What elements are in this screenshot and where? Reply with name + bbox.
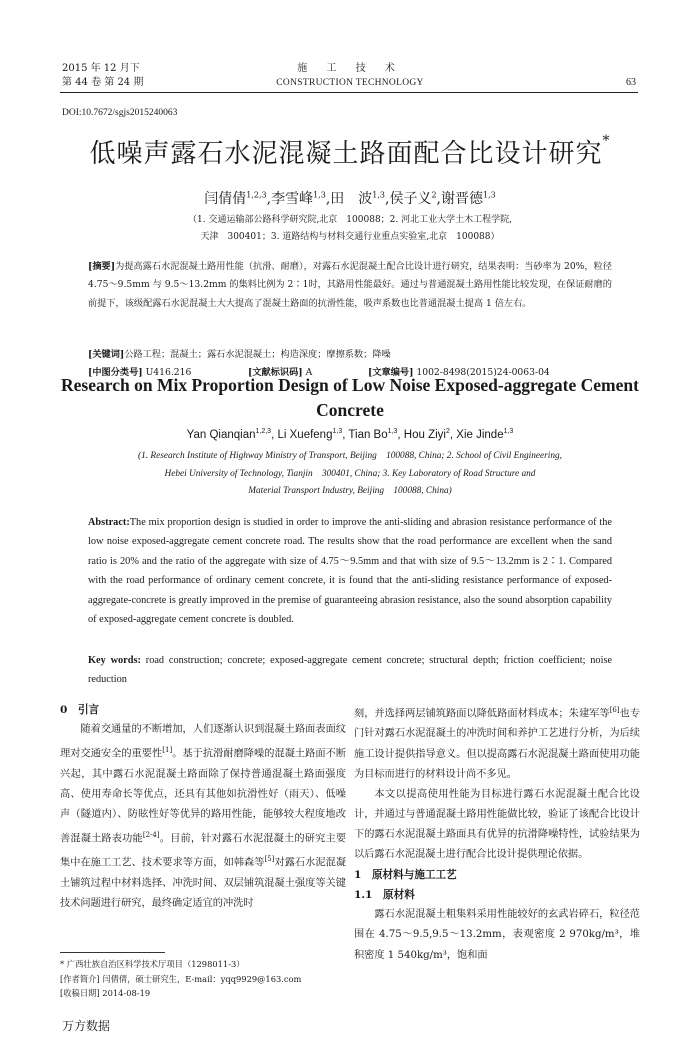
- header-issue: [62, 62, 143, 90]
- author-zh: 闫倩倩$^{1,2,3}$,: [204, 190, 272, 207]
- doi: DOI:10.7672/sgjs2015240063: [62, 108, 178, 118]
- body-paragraph: 随着交通量的不断增加，人们逐渐认识到混凝土路面表面纹理对交通安全的重要性[1]。基于抗滑耐磨降噪的混凝土路面不断兴起，其中露石水泥混凝土路面除了保持普通混凝土路面强度高、使用寿命长等优点，还具有其他如抗滑性好（雨天）、低噪声（隧道内）、防眩性好等优异的路用性能，能够较大程度地改善混凝土路表功能[2-4]。目前，针对露石水泥混凝土的研究主要集中在施工工艺、技术要求等方面，如韩森等[5]对露石水泥混凝土铺筑过程中材料选择、冲洗时间、双层铺筑混凝土强度等关键技术问题进行研究，最终确定适宜的冲洗时: [60, 724, 347, 910]
- abstract-en: [88, 513, 612, 629]
- author-en: Xie Jinde$^{1,3}$: [456, 428, 514, 441]
- abstract-zh: [88, 258, 612, 313]
- citation: [1]: [162, 746, 173, 755]
- abstract-zh-label: [摘要]: [88, 261, 116, 272]
- authors-zh: [80, 188, 620, 208]
- footnote-author: [作者简介] 闫倩倩，硕士研究生，E-mail：yqq9929@163.com: [60, 973, 302, 984]
- body-paragraph: 刻，并选择两层铺筑路面以降低路面材料成本；朱建军等[6]也专门针对露石水泥混凝土的冲洗时间和养护工艺进行分析，为后续施工设计提供指导意义。但以提高露石水泥混凝土路面使用功能为目标而进行的材料设计尚不多见。: [354, 706, 641, 780]
- keywords-en-text: road construction; concrete; exposed-aggregate cement concrete; structural depth; friction coefficient; noise reduction: [88, 655, 613, 686]
- header-journal: [250, 62, 450, 90]
- title-zh: [80, 133, 620, 170]
- citation: [5]: [264, 855, 275, 864]
- abstract-en-label: Abstract:: [88, 517, 130, 528]
- body-paragraph: 露石水泥混凝土粗集料采用性能较好的玄武岩碎石，粒径范围在 4.75～9.5,9.5～13.2mm，表观密度 2 970kg/m³，堆积密度 1 540kg/m³，饱和面: [354, 909, 640, 961]
- title-zh-mark: *: [602, 133, 611, 149]
- affiliation-line: 天津 300401；3. 道路结构与材料交通行业重点实验室,北京 100088）: [200, 232, 500, 242]
- affiliation-line: （1. 交通运输部公路科学研究院,北京 100088；2. 河北工业大学土木工程学院,: [188, 215, 512, 225]
- header-volume: 第 44 卷 第 24 期: [62, 77, 144, 88]
- affiliations-en: [80, 448, 620, 501]
- affiliation-line: Hebei University of Technology, Tianjin 300401, China; 3. Key Laboratory of Road Structure and: [164, 468, 536, 479]
- author-en: Tian Bo$^{1,3}$,: [348, 428, 401, 441]
- footer-watermark: 万方数据: [62, 1019, 111, 1033]
- footnotes: [60, 957, 350, 1001]
- affiliation-line: Material Transport Industry, Beijing 100088, China): [248, 486, 452, 496]
- body-paragraph: 本文以提高使用性能为目标进行露石水泥混凝土配合比设计，并通过与普通混凝土路用性能做比较，验证了该配合比设计下的露石水泥混凝土路面具有优异的抗滑降噪特性，试验结果为以后露石水泥混凝土进行配合比设计提供理论依据。: [354, 788, 640, 861]
- journal-name-en: CONSTRUCTION TECHNOLOGY: [276, 78, 424, 88]
- affiliation-line: (1. Research Institute of Highway Ministry of Transport, Beijing 100088, China; 2. School of Civil Engineering,: [138, 451, 562, 461]
- author-zh: 田 波$^{1,3}$,: [330, 190, 390, 207]
- keywords-en: [88, 651, 612, 690]
- page-number: 63: [626, 77, 636, 88]
- section-heading: 1 原材料与施工工艺: [354, 869, 457, 882]
- affiliations-zh: [100, 212, 600, 246]
- header-rule: [60, 92, 638, 93]
- body-column-right: [354, 700, 640, 966]
- author-en: Yan Qianqian$^{1,2,3}$,: [186, 428, 275, 441]
- author-zh: 谢晋德$^{1,3}$: [441, 190, 496, 207]
- clc-number: [中图分类号] U416.216: [88, 367, 192, 378]
- title-zh-text: 低噪声露石水泥混凝土路面配合比设计研究: [89, 139, 603, 169]
- body-column-left: [60, 700, 346, 914]
- header-date: 2015 年 12 月下: [62, 63, 140, 74]
- author-en: Li Xuefeng$^{1,3}$,: [277, 428, 346, 441]
- keywords-zh-label: [关键词]: [88, 349, 125, 360]
- section-heading: 0 引言: [60, 704, 100, 716]
- citation: [6]: [609, 706, 620, 714]
- footnote-rule: [60, 952, 165, 953]
- document-code: [文献标识码] A: [248, 367, 313, 378]
- abstract-en-text: The mix proportion design is studied in order to improve the anti-sliding and abrasion resistance performance of the low noise exposed-aggregate cement concrete road. The results show that the road performance are excellent when the sand ratio is 20% and the ratio of the aggregate with size of 4.75～9.5mm and that with size of 9.5～13.2mm is 2∶1. Compared with the road performance of ordinary cement concrete, it is found that the anti-sliding resistance performance of exposed-aggregate-concrete is greatly improved in the premise of guaranteeing abrasion resistance, also the sound absorption capability of exposed-aggregate cement concrete is doubled.: [88, 517, 612, 626]
- keywords-zh-text: 公路工程；混凝土；露石水泥混凝土；构造深度；摩擦系数；降噪: [124, 349, 391, 360]
- author-en: Hou Ziyi$^2$,: [403, 428, 454, 441]
- title-en: Research on Mix Proportion Design of Low Noise Exposed-aggregate Cement Concrete: [61, 375, 639, 420]
- authors-en: [60, 428, 640, 441]
- citation: [2-4]: [142, 830, 160, 839]
- article-number: [文章编号] 1002-8498(2015)24-0063-04: [368, 367, 550, 378]
- author-zh: 侯子义$^2$,: [389, 190, 441, 207]
- keywords-en-label: Key words:: [88, 655, 141, 666]
- footnote-received: [收稿日期] 2014-08-19: [60, 988, 151, 998]
- author-zh: 李雪峰$^{1,3}$,: [271, 190, 331, 207]
- footnote-funding: * 广西壮族自治区科学技术厅项目（1298011-3）: [60, 959, 245, 969]
- subsection-heading: 1.1 原材料: [354, 889, 415, 902]
- journal-name-zh: 施 工 技 术: [297, 63, 403, 74]
- keywords-zh: [88, 346, 612, 364]
- abstract-zh-text: 为提高露石水泥混凝土路用性能（抗滑、耐磨），对露石水泥混凝土配合比设计进行研究，结果表明：当砂率为 20%，粒径 4.75～9.5mm 与 9.5～13.2mm 的集料比例为 2∶1时，其路用性能最好。通过与普通混凝土路用性能比较发现，在保证耐磨的前提下，该级配露石水泥混凝土大大提高了混凝土路面的抗滑性能，吸声系数也比普通混凝土提高 1 倍左右。: [88, 261, 612, 309]
